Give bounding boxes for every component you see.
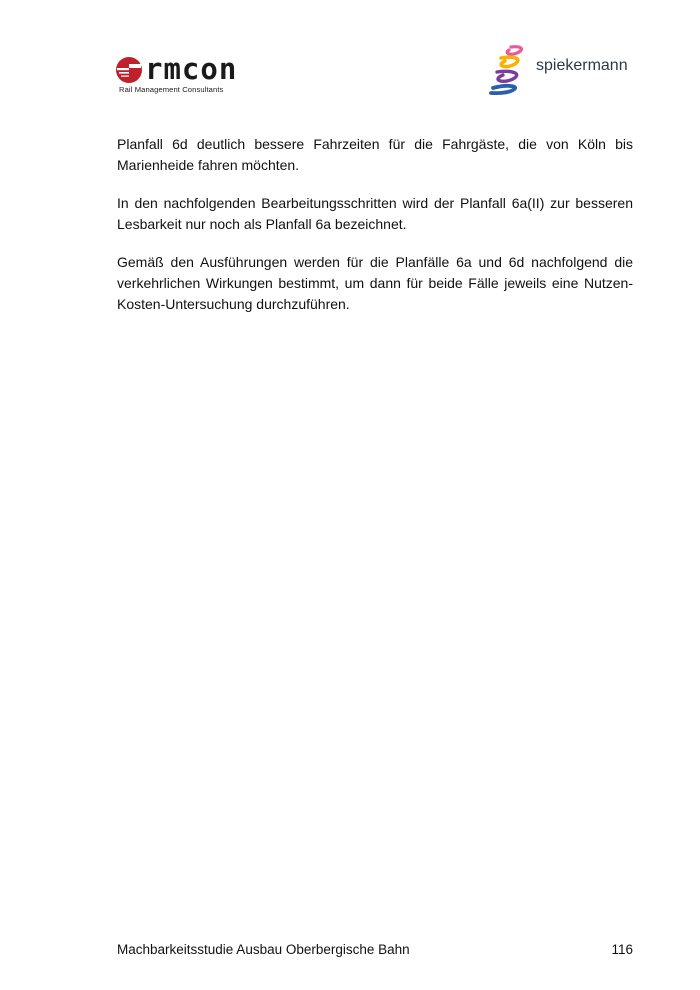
- page-number: 116: [611, 942, 633, 957]
- ermcon-logo: [115, 52, 245, 97]
- spiekermann-mark-icon: [489, 44, 535, 96]
- body-paragraph: In den nachfolgenden Bearbeitungsschritten wird der Planfall 6a(II) zur besseren Lesbarkeit nur noch als Planfall 6a bezeichnet.: [117, 195, 633, 232]
- page-body: [117, 134, 633, 332]
- ermcon-brand-text: rmcon: [145, 52, 238, 86]
- footer-document-title: Machbarkeitsstudie Ausbau Oberbergische Bahn: [117, 942, 410, 957]
- body-paragraph: Gemäß den Ausführungen werden für die Planfälle 6a und 6d nachfolgend die verkehrlichen Wirkungen bestimmt, um dann für beide Fälle jeweils eine Nutzen-Kosten-Untersuchung durchzuführen.: [117, 254, 633, 312]
- ermcon-tagline: Rail Management Consultants: [119, 85, 224, 94]
- spiekermann-logo: [489, 44, 639, 96]
- spiekermann-brand-text: spiekermann: [536, 57, 628, 74]
- body-paragraph: Planfall 6d deutlich bessere Fahrzeiten für die Fahrgäste, die von Köln bis Marienheide fahren möchten.: [117, 136, 633, 173]
- ermcon-mark-icon: [115, 56, 143, 84]
- page-footer: [117, 941, 633, 959]
